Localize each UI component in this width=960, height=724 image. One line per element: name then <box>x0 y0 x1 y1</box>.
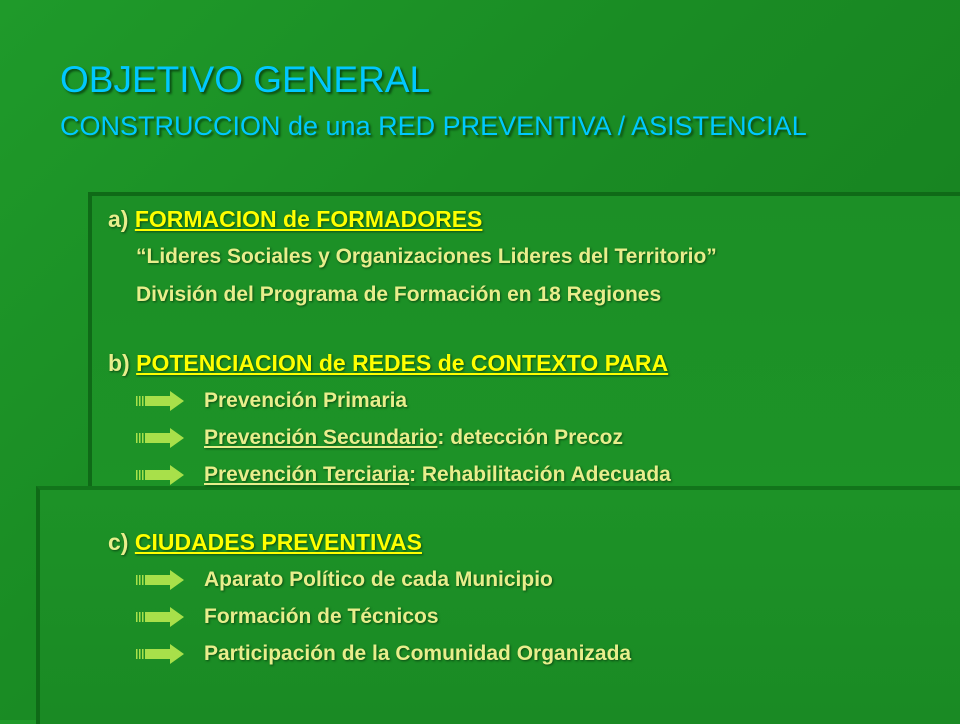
arrow-bullet-icon <box>136 607 184 627</box>
list-item-text: Formación de Técnicos <box>204 605 439 628</box>
slide-subtitle: CONSTRUCCION de una RED PREVENTIVA / ASISTENCIAL <box>60 111 807 141</box>
section-a-line: “Lideres Sociales y Organizaciones Lideres del Territorio” <box>136 245 717 268</box>
section-a-line: División del Programa de Formación en 18 Regiones <box>136 283 662 306</box>
list-item <box>108 561 938 598</box>
section-a-heading <box>108 200 938 238</box>
list-item-term: Prevención Secundario <box>204 426 438 449</box>
section-c-title: CIUDADES PREVENTIVAS <box>134 529 422 555</box>
list-item <box>108 456 938 493</box>
arrow-bullet-icon <box>136 391 184 411</box>
list-item <box>108 382 938 419</box>
slide-content <box>108 200 938 672</box>
list-item-text: Prevención Primaria <box>204 389 408 412</box>
section-c-heading <box>108 523 938 561</box>
list-item <box>108 635 938 672</box>
arrow-bullet-icon <box>136 428 184 448</box>
list-item-text: : Rehabilitación Adecuada <box>409 463 671 486</box>
arrow-bullet-icon <box>136 644 184 664</box>
slide-title: OBJETIVO GENERAL <box>60 59 431 100</box>
arrow-bullet-icon <box>136 465 184 485</box>
list-item-text: Aparato Político de cada Municipio <box>204 568 553 591</box>
section-b-heading <box>108 344 938 382</box>
list-item-term: Prevención Terciaria <box>204 463 410 486</box>
arrow-bullet-icon <box>136 570 184 590</box>
section-a-prefix: a) <box>108 206 135 232</box>
section-a-title: FORMACION de FORMADORES <box>134 206 483 232</box>
list-item-text: Participación de la Comunidad Organizada <box>204 642 632 665</box>
list-item <box>108 419 938 456</box>
list-item <box>108 598 938 635</box>
list-item-text: : detección Precoz <box>437 426 623 449</box>
section-b-prefix: b) <box>108 350 137 376</box>
section-c-prefix: c) <box>108 529 135 555</box>
section-b-title: POTENCIACION de REDES de CONTEXTO PARA <box>136 350 669 376</box>
